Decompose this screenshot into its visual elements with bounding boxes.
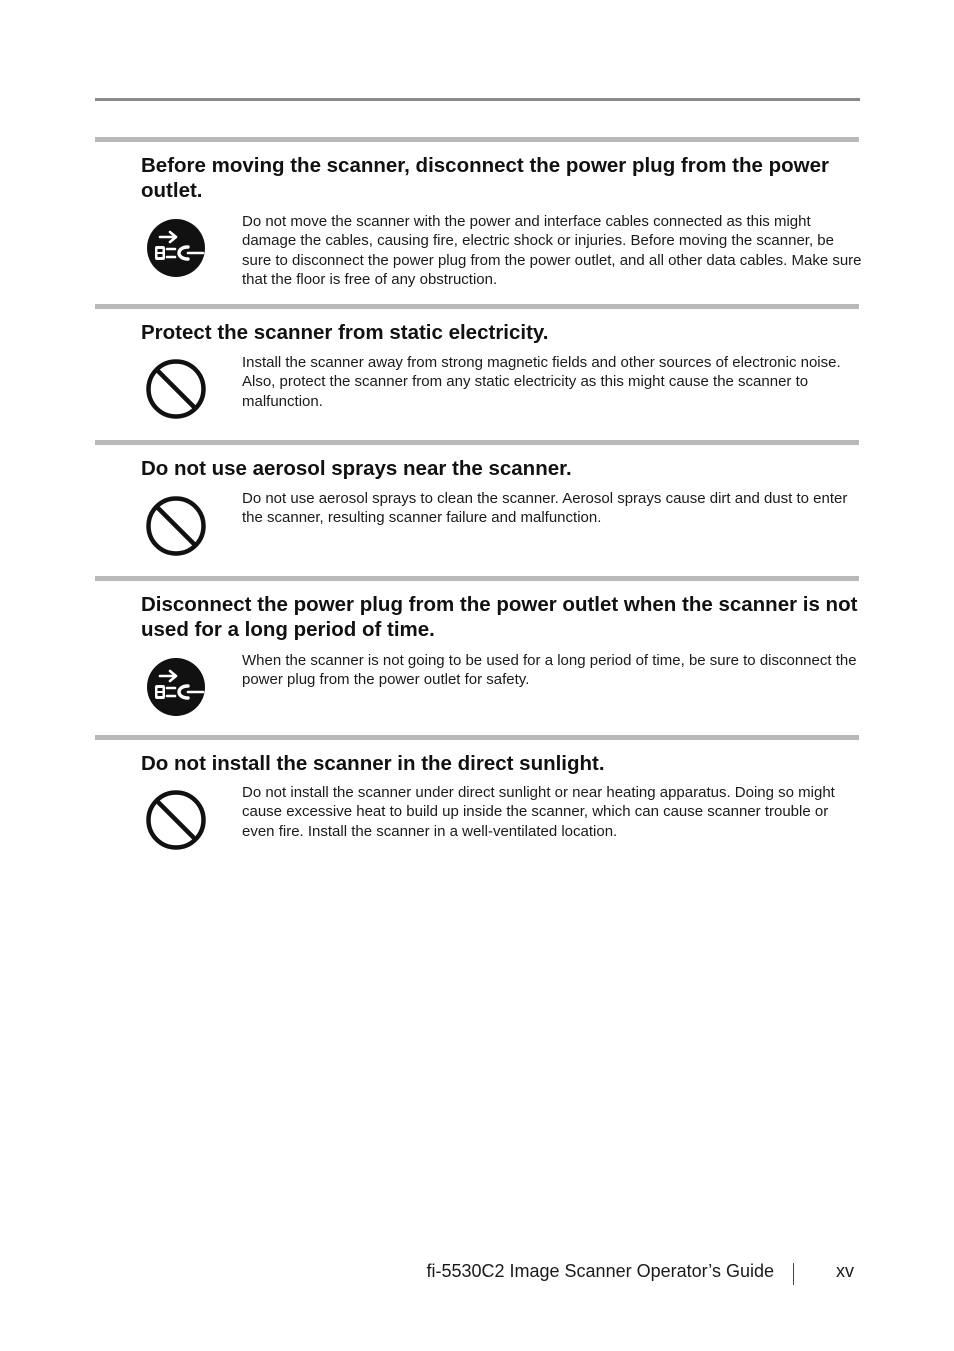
header-rule xyxy=(95,98,860,101)
footer-guide-title: fi-5530C2 Image Scanner Operator’s Guide xyxy=(426,1261,774,1281)
section-body: When the scanner is not going to be used for a long period of time, be sure to disconnect the power plug from the power outlet for safety. xyxy=(242,652,857,689)
prohibited-icon xyxy=(145,789,207,851)
section-title: Do not use aerosol sprays near the scanner. xyxy=(141,457,572,480)
section-title: Protect the scanner from static electricity. xyxy=(141,321,549,344)
section-body: Do not use aerosol sprays to clean the scanner. Aerosol sprays cause dirt and dust to enter the scanner, resulting scanner failure and malfunction. xyxy=(242,490,848,527)
section-divider xyxy=(95,576,859,581)
section-body: Install the scanner away from strong magnetic fields and other sources of electronic noise. Also, protect the scanner from any static electricity as this might cause the scanner to malfunction. xyxy=(242,354,841,410)
page-number: xv xyxy=(836,1261,854,1281)
unplug-icon xyxy=(145,656,207,718)
section-body: Do not install the scanner under direct sunlight or near heating apparatus. Doing so might cause excessive heat to build up inside the scanner, which can cause scanner trouble or even fire. Install the scanner in a well-ventilated location. xyxy=(242,784,835,840)
section-divider xyxy=(95,304,859,309)
footer-divider xyxy=(793,1263,794,1285)
page-footer xyxy=(380,1259,860,1285)
section-divider xyxy=(95,440,859,445)
section-divider xyxy=(95,735,859,740)
unplug-icon xyxy=(145,217,207,279)
section-title: Before moving the scanner, disconnect the power plug from the power outlet. xyxy=(141,154,829,202)
prohibited-icon xyxy=(145,495,207,557)
section-divider xyxy=(95,137,859,142)
section-title: Disconnect the power plug from the power outlet when the scanner is not used for a long period of time. xyxy=(141,593,858,641)
section-title: Do not install the scanner in the direct sunlight. xyxy=(141,752,605,775)
prohibited-icon xyxy=(145,358,207,420)
section-body: Do not move the scanner with the power and interface cables connected as this might damage the cables, causing fire, electric shock or injuries. Before moving the scanner, be sure to disconnect the power plug from the power outlet, and all other data cables. Make sure that the floor is free of any obstruction. xyxy=(242,213,862,288)
